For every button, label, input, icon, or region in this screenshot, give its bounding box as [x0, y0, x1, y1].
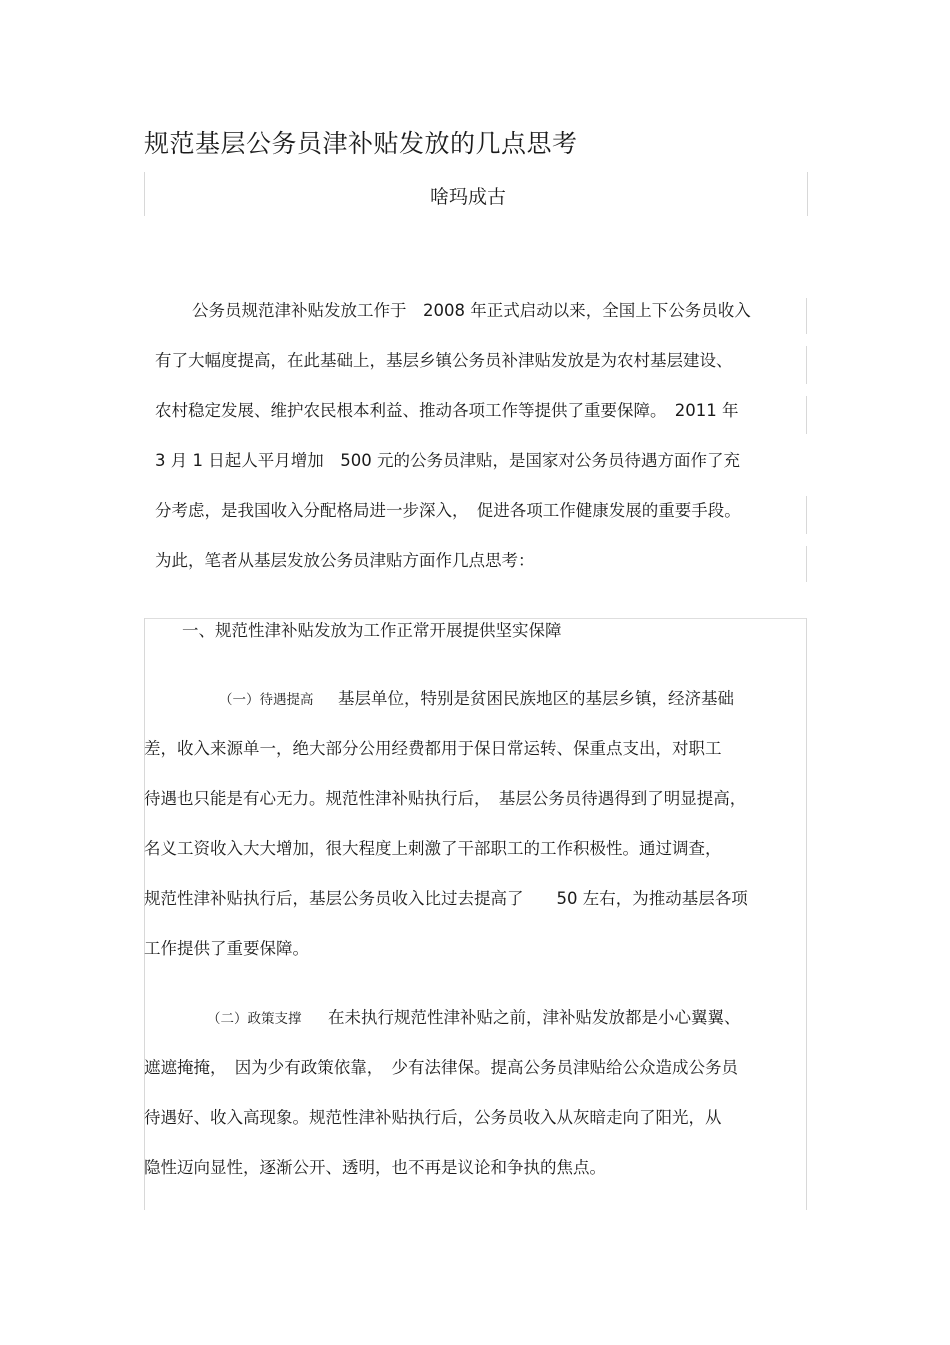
paragraph-line: 隐性迈向显性，逐渐公开、透明，也不再是议论和争执的焦点。	[144, 1158, 606, 1177]
frame-line	[806, 496, 807, 534]
paragraph-line: 规范性津补贴执行后，基层公务员收入比过去提高了 50 左右，为推动基层各项	[144, 889, 748, 908]
paragraph-line: 差，收入来源单一，绝大部分公用经费都用于保日常运转、保重点支出，对职工	[144, 739, 722, 758]
paragraph-line: 遮遮掩掩， 因为少有政策依靠， 少有法律保。提高公务员津贴给公众造成公务员	[144, 1058, 738, 1077]
paragraph-line: 在未执行规范性津补贴之前，津补贴发放都是小心翼翼、	[328, 1008, 741, 1027]
frame-line	[806, 618, 807, 1210]
subsection-label: （二）政策支撑	[207, 1011, 302, 1027]
paragraph-line: 基层单位，特别是贫困民族地区的基层乡镇，经济基础	[338, 689, 734, 708]
paragraph-line: 有了大幅度提高，在此基础上，基层乡镇公务员补津贴发放是为农村基层建设、	[155, 351, 733, 370]
paragraph-line: 待遇也只能是有心无力。规范性津补贴执行后， 基层公务员待遇得到了明显提高，	[144, 789, 747, 808]
frame-line	[806, 546, 807, 582]
frame-line	[806, 346, 807, 384]
author-name: 啥玛成古	[430, 186, 507, 208]
frame-line	[806, 396, 807, 434]
frame-line	[144, 618, 806, 619]
paragraph-line: 名义工资收入大大增加，很大程度上刺激了干部职工的工作积极性。通过调查，	[144, 839, 722, 858]
section-heading: 一、规范性津补贴发放为工作正常开展提供坚实保障	[182, 621, 562, 640]
paragraph-line: 农村稳定发展、维护农民根本利益、推动各项工作等提供了重要保障。 2011 年	[155, 401, 739, 420]
paragraph-line: 工作提供了重要保障。	[144, 939, 309, 958]
document-title: 规范基层公务员津补贴发放的几点思考	[144, 129, 578, 158]
paragraph-line: 公务员规范津补贴发放工作于 2008 年正式启动以来，全国上下公务员收入	[192, 301, 751, 320]
paragraph-line: 待遇好、收入高现象。规范性津补贴执行后，公务员收入从灰暗走向了阳光，从	[144, 1108, 722, 1127]
paragraph-line: 分考虑，是我国收入分配格局进一步深入， 促进各项工作健康发展的重要手段。	[155, 501, 741, 520]
paragraph-line: 为此，笔者从基层发放公务员津贴方面作几点思考：	[155, 551, 535, 570]
frame-line	[806, 298, 807, 334]
paragraph-line: 3 月 1 日起人平月增加 500 元的公务员津贴，是国家对公务员待遇方面作了充	[155, 451, 740, 470]
subsection-label: （一）待遇提高	[219, 692, 314, 708]
